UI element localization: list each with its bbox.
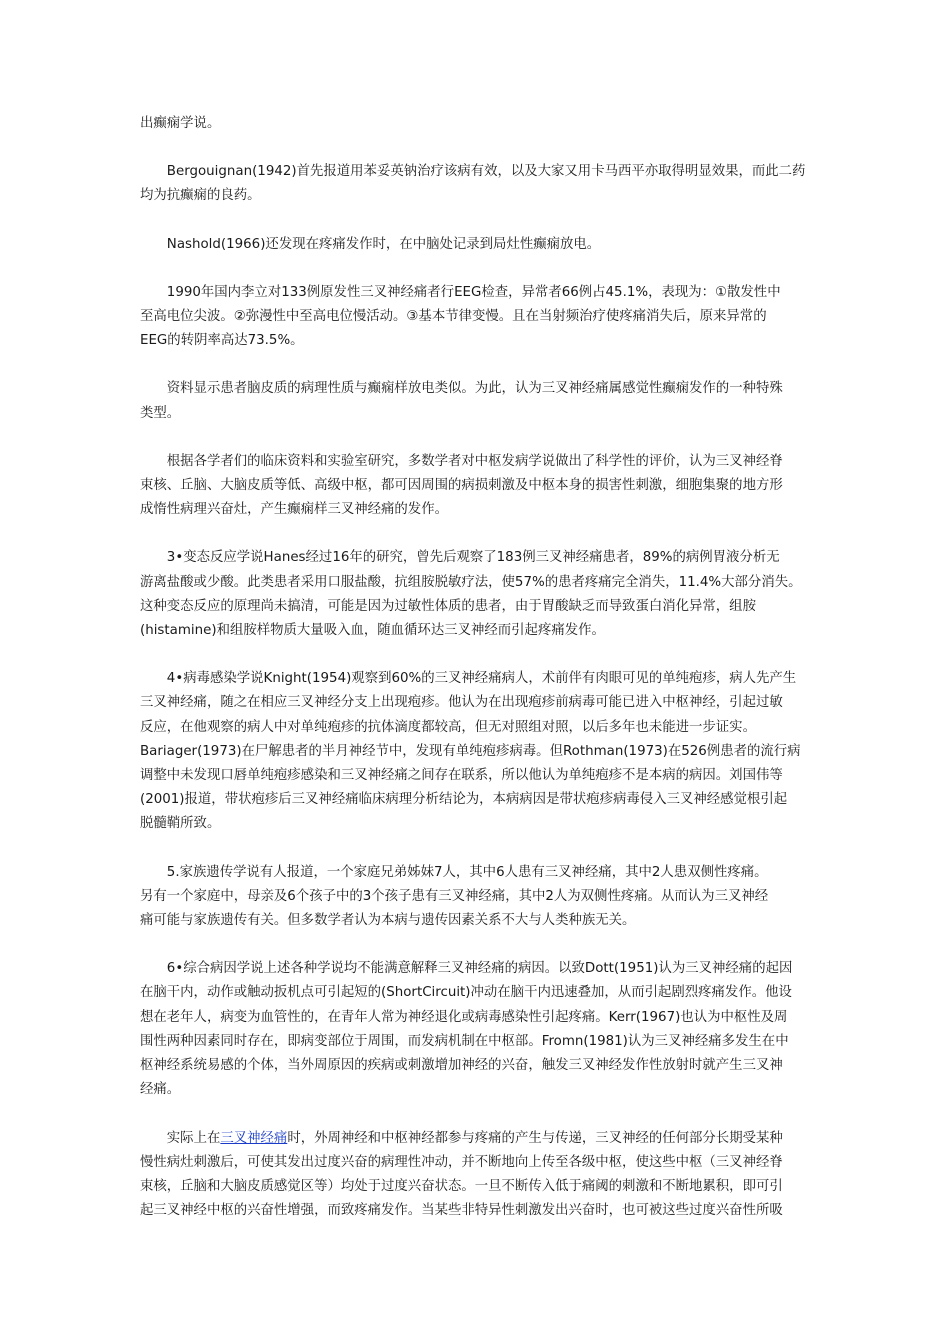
paragraph-central-theory: 根据各学者们的临床资料和实验室研究，多数学者对中枢发病学说做出了科学性的评价，认为三叉神经脊 束核、丘脑、大脑皮质等低、高级中枢，都可因周围的病损刺激及中枢本身的损害性刺激，细胞集聚的地方形 成惰性病理兴奋灶，产生癫痫样三叉神经痛的发作。 (140, 453, 783, 518)
paragraph-gap (140, 1103, 816, 1127)
paragraph-cortex-data: 资料显示患者脑皮质的病理性质与癫痫样放电类似。为此，认为三叉神经痛属感觉性癫痫发作的一种特殊 类型。 (140, 381, 783, 421)
paragraph-gap (140, 209, 816, 233)
paragraph-nashold: Nashold(1966)还发现在疼痛发作时，在中脑处记录到局灶性癫痫放电。 (166, 236, 601, 252)
paragraph-mechanism (140, 1127, 816, 1224)
paragraph-combined-theory: 6•综合病因学说上述各种学说均不能满意解释三叉神经痛的病因。以致Dott(1951)认为三叉神经痛的起因 在脑干内，动作或触动扳机点可引起短的(ShortCircuit)冲动在脑干内迅速叠加，从而引起剧烈疼痛发作。他设 想在老年人，病变为血管性的，在青年人常为神经退化或病毒感染性引起疼痛。Kerr(1967)也认为中枢性及周 围性两种因素同时存在，即病变部位于周围，而发病机制在中枢部。Fromn(1981)认为三叉神经痛多发生在中 枢神经系统易感的个体，当外周原因的疾病或刺激增加神经的兴奋，触发三叉神经发作性放射时就产生三叉神 经痛。 (140, 961, 793, 1098)
trigeminal-neuralgia-link[interactable]: 三叉神经痛 (220, 1130, 288, 1146)
paragraph-bergouignan: Bergouignan(1942)首先报道用苯妥英钠治疗该病有效，以及大家又用卡马西平亦取得明显效果，而此二药 均为抗癫痫的良药。 (140, 164, 806, 204)
document-body (140, 112, 816, 1223)
paragraph-gap (140, 136, 816, 160)
mechanism-text-start: 实际上在 (166, 1130, 221, 1146)
paragraph-gap (140, 353, 816, 377)
paragraph-gap (140, 257, 816, 281)
mechanism-text-rest: 时，外周神经和中枢神经都参与疼痛的产生与传递，三叉神经的任何部分长期受某种 慢性病灶刺激后，可使其发出过度兴奋的病理性冲动，并不断地向上传至各级中枢，使这些中枢（三叉神经脊 束核，丘脑和大脑皮质感觉区等）均处于过度兴奋状态。一旦不断传入低于痛阈的刺激和不断地累积，即可引 起三叉神经中枢的兴奋性增强，而致疼痛发作。当某些非特异性刺激发出兴奋时，也可被这些过度兴奋性所吸 (140, 1130, 783, 1219)
paragraph-continuation: 出癫痫学说。 (140, 116, 221, 131)
paragraph-allergy-theory: 3•变态反应学说Hanes经过16年的研究，曾先后观察了183例三叉神经痛患者，89%的病例胃液分析无 游离盐酸或少酸。此类患者采用口服盐酸，抗组胺脱敏疗法，使57%的患者疼痛完全消失，11.4%大部分消失。 这种变态反应的原理尚未搞清，可能是因为过敏性体质的患者，由于胃酸缺乏而导致蛋白消化异常，组胺 (histamine)和组胺样物质大量吸入血，随血循环达三叉神经而引起疼痛发作。 (140, 550, 802, 639)
paragraph-gap (140, 643, 816, 667)
paragraph-genetic-theory: 5.家族遗传学说有人报道，一个家庭兄弟姊妹7人，其中6人患有三叉神经痛，其中2人患双侧性疼痛。 另有一个家庭中，母亲及6个孩子中的3个孩子患有三叉神经痛，其中2人为双侧性疼痛。从而认为三叉神经 痛可能与家族遗传有关。但多数学者认为本病与遗传因素关系不大与人类种族无关。 (140, 864, 769, 929)
paragraph-gap (140, 933, 816, 957)
paragraph-eeg-study: 1990年国内李立对133例原发性三叉神经痛者行EEG检查，异常者66例占45.1%，表现为：①散发性中 至高电位尖波。②弥漫性中至高电位慢活动。③基本节律变慢。且在当射频治疗使疼痛消失后，原来异常的 EEG的转阴率高达73.5%。 (140, 284, 781, 349)
paragraph-gap (140, 837, 816, 861)
paragraph-virus-theory: 4•病毒感染学说Knight(1954)观察到60%的三叉神经痛病人，术前伴有肉眼可见的单纯疱疹，病人先产生 三叉神经痛，随之在相应三叉神经分支上出现疱疹。他认为在出现疱疹前病毒可能已进入中枢神经，引起过敏 反应，在他观察的病人中对单纯疱疹的抗体滴度都较高，但无对照组对照，以后多年也未能进一步证实。 Bariager(1973)在尸解患者的半月神经节中，发现有单纯疱疹病毒。但Rothman(1973)在526例患者的流行病 调整中未发现口唇单纯疱疹感染和三叉神经痛之间存在联系，所以他认为单纯疱疹不是本病的病因。刘国伟等 (2001)报道，带状疱疹后三叉神经痛临床病理分析结论为，本病病因是带状疱疹病毒侵入三叉神经感觉根引起 脱髓鞘所致。 (140, 671, 801, 832)
paragraph-gap (140, 522, 816, 546)
paragraph-gap (140, 426, 816, 450)
